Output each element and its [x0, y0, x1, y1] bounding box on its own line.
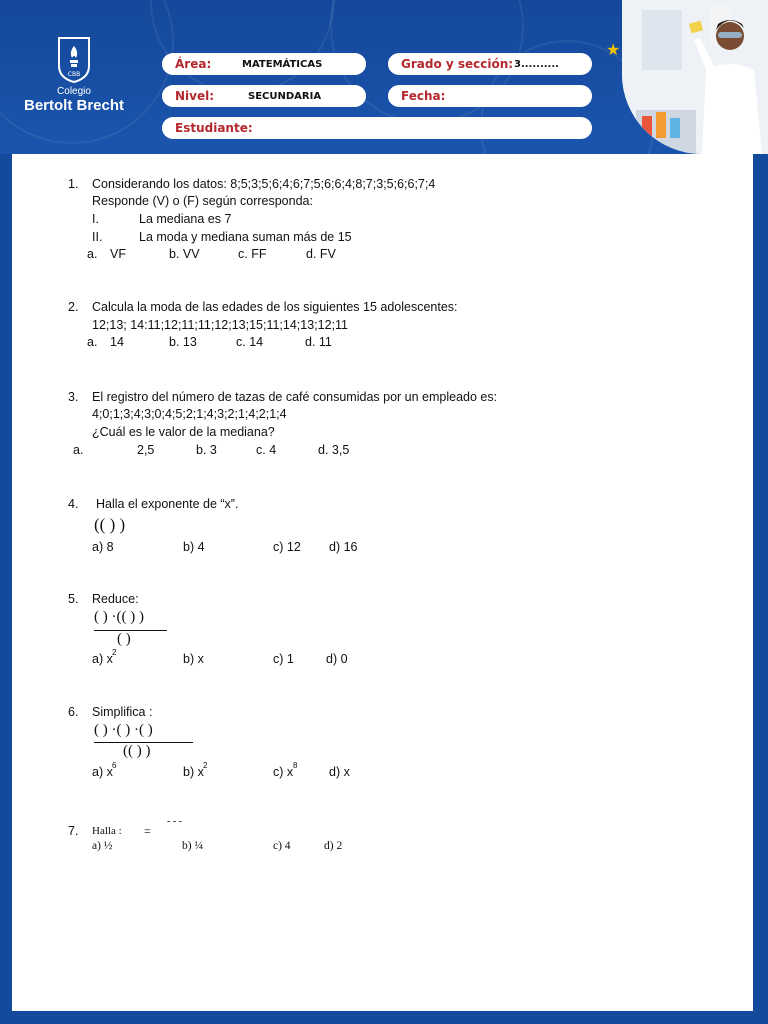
q5-numerator: ( ) ·(( ) ) [94, 609, 144, 625]
q1-item2-roman: II. [92, 230, 103, 244]
q6-option-c-exponent: 8 [293, 761, 298, 770]
worksheet-content [12, 154, 753, 1011]
q6-number: 6. [68, 705, 79, 719]
level-field[interactable] [162, 85, 366, 107]
q6-option-b-exponent: 2 [203, 761, 208, 770]
student-label: Estudiante: [175, 121, 253, 135]
q6-text: Simplifica : [92, 705, 153, 719]
student-field[interactable] [162, 117, 592, 139]
q1-item1-text: La mediana es 7 [139, 212, 232, 226]
q1-text: Considerando los datos: 8;5;3;5;6;4;6;7;5;6;6;4;8;7;3;5;6;6;7;4 [92, 177, 436, 191]
q1-option-d: d. FV [306, 247, 336, 261]
q3-text: El registro del número de tazas de café consumidas por un empleado es: [92, 390, 498, 404]
level-label: Nivel: [175, 89, 215, 103]
level-value: SECUNDARIA [248, 91, 322, 102]
q7-option-d: d) 2 [324, 840, 343, 852]
shield-icon [57, 36, 91, 84]
q2-option-b: b. 13 [169, 335, 197, 349]
q2-number: 2. [68, 300, 79, 314]
q4-text: Halla el exponente de “x”. [96, 497, 239, 511]
area-field[interactable] [162, 53, 366, 75]
q3-number: 3. [68, 390, 79, 404]
q5-option-a: a) x [92, 652, 113, 666]
grade-field[interactable] [388, 53, 592, 75]
star-icon: ★ [606, 42, 621, 59]
q5-option-d: d) 0 [326, 652, 348, 666]
q7-equals: = [144, 824, 151, 838]
q6-option-b: b) x [183, 765, 204, 779]
q7-number: 7. [68, 824, 79, 838]
q3-line2: 4;0;1;3;4;3;0;4;5;2;1;4;3;2;1;4;2;1;4 [92, 407, 287, 421]
school-label: Colegio [57, 86, 91, 97]
q1-option-c: c. FF [238, 247, 267, 261]
q7-option-b: b) ¼ [182, 840, 204, 852]
q6-denominator: (( ) ) [123, 743, 151, 759]
date-field[interactable] [388, 85, 592, 107]
q3-option-c: c. 4 [256, 443, 277, 457]
q2-option-c: c. 14 [236, 335, 264, 349]
q6-option-c: c) x [273, 765, 294, 779]
q1-option-a: a. [87, 247, 98, 261]
q4-option-a: a) 8 [92, 540, 114, 554]
q3-option-b: b. 3 [196, 443, 217, 457]
q1-option-b: b. VV [169, 247, 200, 261]
q6-numerator: ( ) ·( ) ·( ) [94, 722, 153, 738]
grade-label: Grado y sección: [401, 57, 514, 71]
q2-text: Calcula la moda de las edades de los siguientes 15 adolescentes: [92, 300, 458, 314]
q5-option-b: b) x [183, 652, 204, 666]
q4-option-d: d) 16 [329, 540, 358, 554]
grade-value: 3.......... [514, 59, 559, 70]
q2-line2: 12;13; 14:11;12;11;11;12;13;15;11;14;13;12;11 [92, 318, 349, 332]
date-label: Fecha: [401, 89, 446, 103]
shield-text: CBB [67, 71, 81, 78]
q5-text: Reduce: [92, 592, 139, 606]
q3-option-d: d. 3,5 [318, 443, 350, 457]
worksheet-paper [12, 154, 753, 1011]
q5-option-c: c) 1 [273, 652, 294, 666]
q7-text: Halla : [92, 825, 122, 837]
q5-number: 5. [68, 592, 79, 606]
q3-option-a-value: 2,5 [137, 443, 155, 457]
q3-line3: ¿Cuál es le valor de la mediana? [92, 425, 275, 439]
q7-marks: - - - [167, 816, 182, 827]
q5-denominator: ( ) [117, 631, 131, 647]
q5-option-a-exponent: 2 [112, 648, 117, 657]
q2-option-a: a. [87, 335, 98, 349]
area-label: Área: [175, 57, 212, 71]
q2-option-a-value: 14 [110, 335, 124, 349]
q7-option-a: a) ½ [92, 840, 113, 852]
q3-option-a: a. [73, 443, 84, 457]
q4-formula: (( ) ) [94, 515, 126, 534]
area-value: MATEMÁTICAS [242, 59, 323, 70]
q6-option-a-exponent: 6 [112, 761, 117, 770]
q1-item1-roman: I. [92, 212, 99, 226]
header-banner [0, 0, 768, 154]
school-logo [18, 36, 130, 114]
q4-option-c: c) 12 [273, 540, 301, 554]
school-name: Bertolt Brecht [23, 97, 124, 114]
q2-option-d: d. 11 [305, 335, 332, 349]
q6-option-a: a) x [92, 765, 113, 779]
q1-option-a-value: VF [110, 247, 126, 261]
q4-number: 4. [68, 497, 79, 511]
q6-option-d: d) x [329, 765, 350, 779]
decorative-circle [150, 0, 334, 94]
q7-option-c: c) 4 [273, 840, 291, 852]
q4-option-b: b) 4 [183, 540, 205, 554]
q1-number: 1. [68, 177, 79, 191]
q1-item2-text: La moda y mediana suman más de 15 [139, 230, 352, 244]
q1-line2: Responde (V) o (F) según corresponda: [92, 194, 313, 208]
